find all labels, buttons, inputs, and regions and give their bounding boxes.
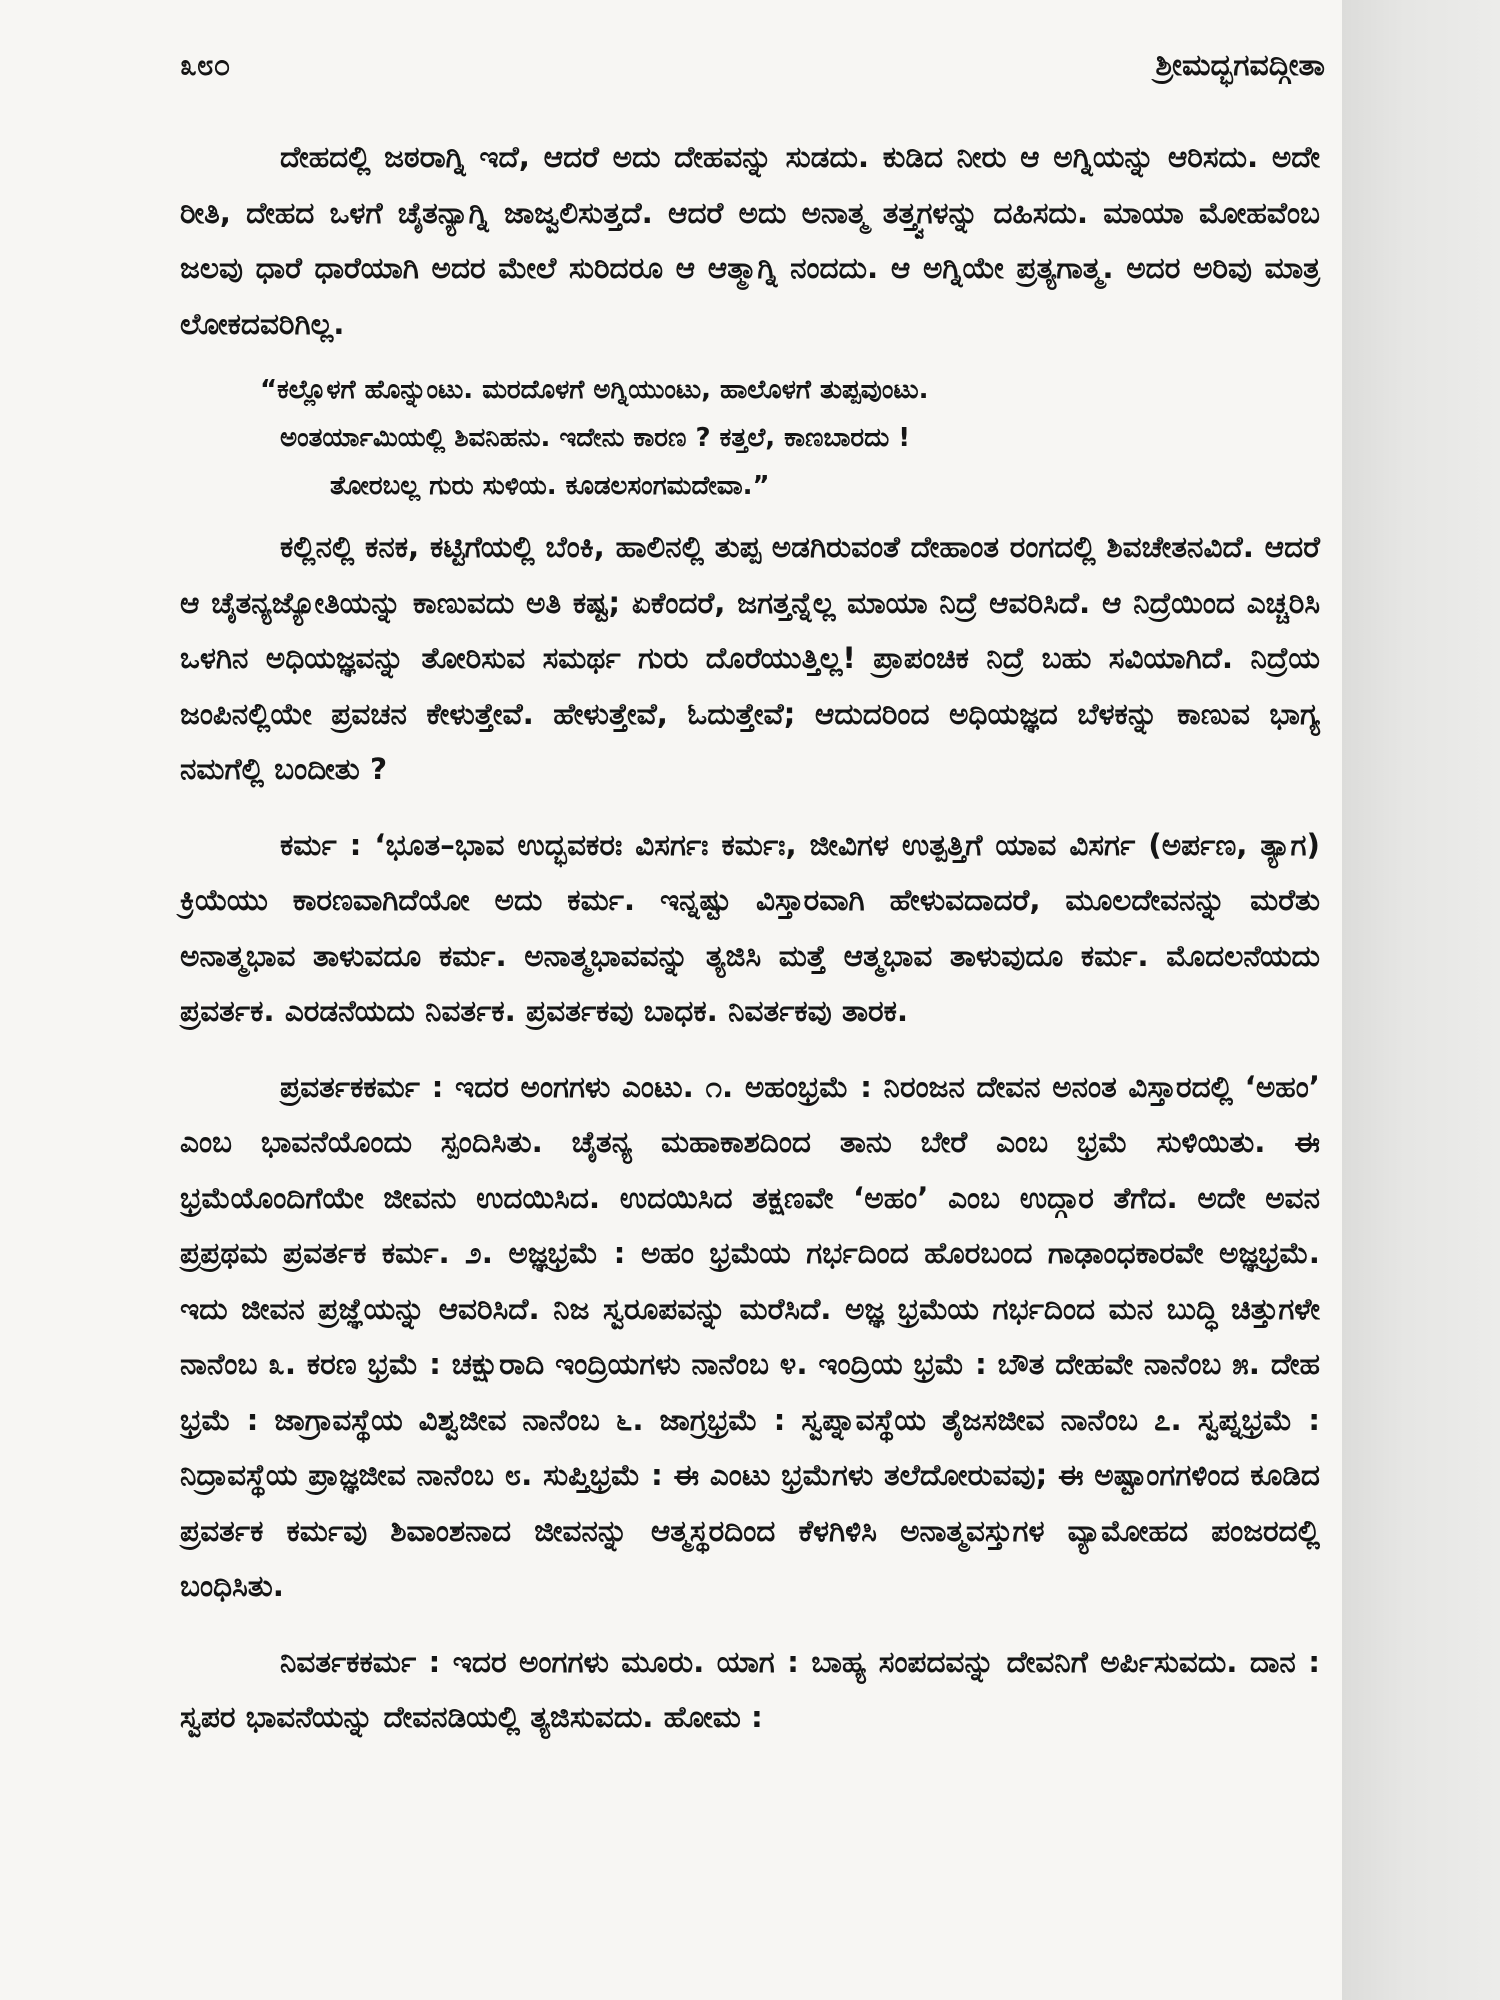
paragraph-1: ದೇಹದಲ್ಲಿ ಜಠರಾಗ್ನಿ ಇದೆ, ಆದರೆ ಅದು ದೇಹವನ್ನು ಸುಡದು. ಕುಡಿದ ನೀರು ಆ ಅಗ್ನಿಯನ್ನು ಆರಿಸದು. ಅದೇ ರೀತಿ, ದೇಹದ ಒಳಗೆ ಚೈತನ್ಯಾಗ್ನಿ ಜಾಜ್ವಲಿಸುತ್ತದೆ. ಆದರೆ ಅದು ಅನಾತ್ಮ ತತ್ತ್ವಗಳನ್ನು ದಹಿಸದು. ಮಾಯಾ ಮೋಹವೆಂಬ ಜಲವು ಧಾರೆ ಧಾರೆಯಾಗಿ ಅದರ ಮೇಲೆ ಸುರಿದರೂ ಆ ಆತ್ಮಾಗ್ನಿ ನಂದದು. ಆ ಅಗ್ನಿಯೇ ಪ್ರತ್ಯಗಾತ್ಮ. ಅದರ ಅರಿವು ಮಾತ್ರ ಲೋಕದವರಿಗಿಲ್ಲ. bbox=[180, 140, 1320, 341]
adjacent-page-edge bbox=[1342, 0, 1500, 2000]
paragraph-nivartaka-karma: ನಿವರ್ತಕಕರ್ಮ : ಇದರ ಅಂಗಗಳು ಮೂರು. ಯಾಗ : ಬಾಹ್ಯ ಸಂಪದವನ್ನು ದೇವನಿಗೆ ಅರ್ಪಿಸುವದು. ದಾನ : ಸ್ವಪರ ಭಾವನೆಯನ್ನು ದೇವನಡಿಯಲ್ಲಿ ತ್ಯಜಿಸುವದು. ಹೋಮ : bbox=[180, 1644, 1320, 1734]
paragraph-pravartaka-karma: ಪ್ರವರ್ತಕಕರ್ಮ : ಇದರ ಅಂಗಗಳು ಎಂಟು. ೧. ಅಹಂಭ್ರಮೆ : ನಿರಂಜನ ದೇವನ ಅನಂತ ವಿಸ್ತಾರದಲ್ಲಿ ‘ಅಹಂ’ ಎಂಬ ಭಾವನೆಯೊಂದು ಸ್ಪಂದಿಸಿತು. ಚೈತನ್ಯ ಮಹಾಕಾಶದಿಂದ ತಾನು ಬೇರೆ ಎಂಬ ಭ್ರಮೆ ಸುಳಿಯಿತು. ಈ ಭ್ರಮೆಯೊಂದಿಗೆಯೇ ಜೀವನು ಉದಯಿಸಿದ. ಉದಯಿಸಿದ ತಕ್ಷಣವೇ ‘ಅಹಂ’ ಎಂಬ ಉದ್ಗಾರ ತೆಗೆದ. ಅದೇ ಅವನ ಪ್ರಪ್ರಥಮ ಪ್ರವರ್ತಕ ಕರ್ಮ. ೨. ಅಜ್ಞಭ್ರಮೆ : ಅಹಂ ಭ್ರಮೆಯ ಗರ್ಭದಿಂದ ಹೊರಬಂದ ಗಾಢಾಂಧಕಾರವೇ ಅಜ್ಞಭ್ರಮೆ. ಇದು ಜೀವನ ಪ್ರಜ್ಞೆಯನ್ನು ಆವರಿಸಿದೆ. ನಿಜ ಸ್ವರೂಪವನ್ನು ಮರೆಸಿದೆ. ಅಜ್ಞ ಭ್ರಮೆಯ ಗರ್ಭದಿಂದ ಮನ ಬುದ್ಧಿ ಚಿತ್ತುಗಳೇ ನಾನೆಂಬ ೩. ಕರಣ ಭ್ರಮೆ : ಚಕ್ಷುರಾದಿ ಇಂದ್ರಿಯಗಳು ನಾನೆಂಬ ೪. ಇಂದ್ರಿಯ ಭ್ರಮೆ : ಬೌತ ದೇಹವೇ ನಾನೆಂಬ ೫. ದೇಹ ಭ್ರಮೆ : ಜಾಗ್ರಾವಸ್ಥೆಯ ವಿಶ್ವಜೀವ ನಾನೆಂಬ ೬. ಜಾಗ್ರಭ್ರಮೆ : ಸ್ವಪ್ನಾವಸ್ಥೆಯ ತೈಜಸಜೀವ ನಾನೆಂಬ ೭. ಸ್ವಪ್ನಭ್ರಮೆ : ನಿದ್ರಾವಸ್ಥೆಯ ಪ್ರಾಜ್ಞಜೀವ ನಾನೆಂಬ ೮. ಸುಪ್ತಿಭ್ರಮೆ : ಈ ಎಂಟು ಭ್ರಮೆಗಳು ತಲೆದೋರುವವು; ಈ ಅಷ್ಟಾಂಗಗಳಿಂದ ಕೂಡಿದ ಪ್ರವರ್ತಕ ಕರ್ಮವು ಶಿವಾಂಶನಾದ ಜೀವನನ್ನು ಆತ್ಮಸ್ಥರದಿಂದ ಕೆಳಗಿಳಿಸಿ ಅನಾತ್ಮವಸ್ತುಗಳ ವ್ಯಾಮೋಹದ ಪಂಜರದಲ್ಲಿ ಬಂಧಿಸಿತು. bbox=[180, 1069, 1320, 1603]
page-number: ೩೮೦ bbox=[180, 48, 231, 83]
paragraph-2: ಕಲ್ಲಿನಲ್ಲಿ ಕನಕ, ಕಟ್ಟಿಗೆಯಲ್ಲಿ ಬೆಂಕಿ, ಹಾಲಿನಲ್ಲಿ ತುಪ್ಪ ಅಡಗಿರುವಂತೆ ದೇಹಾಂತ ರಂಗದಲ್ಲಿ ಶಿವಚೇತನವಿದೆ. ಆದರೆ ಆ ಚೈತನ್ಯಜ್ಯೋತಿಯನ್ನು ಕಾಣುವದು ಅತಿ ಕಷ್ಟ; ಏಕೆಂದರೆ, ಜಗತ್ತನ್ನೆಲ್ಲ ಮಾಯಾ ನಿದ್ರೆ ಆವರಿಸಿದೆ. ಆ ನಿದ್ರೆಯಿಂದ ಎಚ್ಚರಿಸಿ ಒಳಗಿನ ಅಧಿಯಜ್ಞವನ್ನು ತೋರಿಸುವ ಸಮರ್ಥ ಗುರು ದೊರೆಯುತ್ತಿಲ್ಲ! ಪ್ರಾಪಂಚಿಕ ನಿದ್ರೆ ಬಹು ಸವಿಯಾಗಿದೆ. ನಿದ್ರೆಯ ಜಂಪಿನಲ್ಲಿಯೇ ಪ್ರವಚನ ಕೇಳುತ್ತೇವೆ. ಹೇಳುತ್ತೇವೆ, ಓದುತ್ತೇವೆ; ಆದುದರಿಂದ ಅಧಿಯಜ್ಞದ ಬೆಳಕನ್ನು ಕಾಣುವ ಭಾಗ್ಯ ನಮಗೆಲ್ಲಿ ಬಂದೀತು ? bbox=[180, 530, 1320, 786]
quote-line-3: ತೋರಬಲ್ಲ ಗುರು ಸುಳಿಯ. ಕೂಡಲಸಂಗಮದೇವಾ.” bbox=[330, 471, 770, 501]
page-body bbox=[180, 130, 1320, 1746]
vachana-quote bbox=[180, 366, 1320, 510]
quote-line-1: “ಕಲ್ಲೊಳಗೆ ಹೊನ್ನುಂಟು. ಮರದೊಳಗೆ ಅಗ್ನಿಯುಂಟು, ಹಾಲೊಳಗೆ ತುಪ್ಪವುಂಟು. bbox=[260, 375, 929, 405]
running-title: ಶ್ರೀಮದ್ಭಗವದ್ಗೀತಾ bbox=[1155, 48, 1325, 83]
paragraph-karma: ಕರ್ಮ : ‘ಭೂತ–ಭಾವ ಉದ್ಭವಕರಃ ವಿಸರ್ಗಃ ಕರ್ಮಃ, ಜೀವಿಗಳ ಉತ್ಪತ್ತಿಗೆ ಯಾವ ವಿಸರ್ಗ (ಅರ್ಪಣ, ತ್ಯಾಗ) ಕ್ರಿಯೆಯು ಕಾರಣವಾಗಿದೆಯೋ ಅದು ಕರ್ಮ. ಇನ್ನಷ್ಟು ವಿಸ್ತಾರವಾಗಿ ಹೇಳುವದಾದರೆ, ಮೂಲದೇವನನ್ನು ಮರೆತು ಅನಾತ್ಮಭಾವ ತಾಳುವದೂ ಕರ್ಮ. ಅನಾತ್ಮಭಾವವನ್ನು ತ್ಯಜಿಸಿ ಮತ್ತೆ ಆತ್ಮಭಾವ ತಾಳುವುದೂ ಕರ್ಮ. ಮೊದಲನೆಯದು ಪ್ರವರ್ತಕ. ಎರಡನೆಯದು ನಿವರ್ತಕ. ಪ್ರವರ್ತಕವು ಬಾಧಕ. ನಿವರ್ತಕವು ತಾರಕ. bbox=[180, 827, 1320, 1028]
quote-line-2: ಅಂತರ್ಯಾಮಿಯಲ್ಲಿ ಶಿವನಿಹನು. ಇದೇನು ಕಾರಣ ? ಕತ್ತಲೆ, ಕಾಣಬಾರದು ! bbox=[280, 423, 911, 453]
page-header bbox=[180, 44, 1325, 100]
